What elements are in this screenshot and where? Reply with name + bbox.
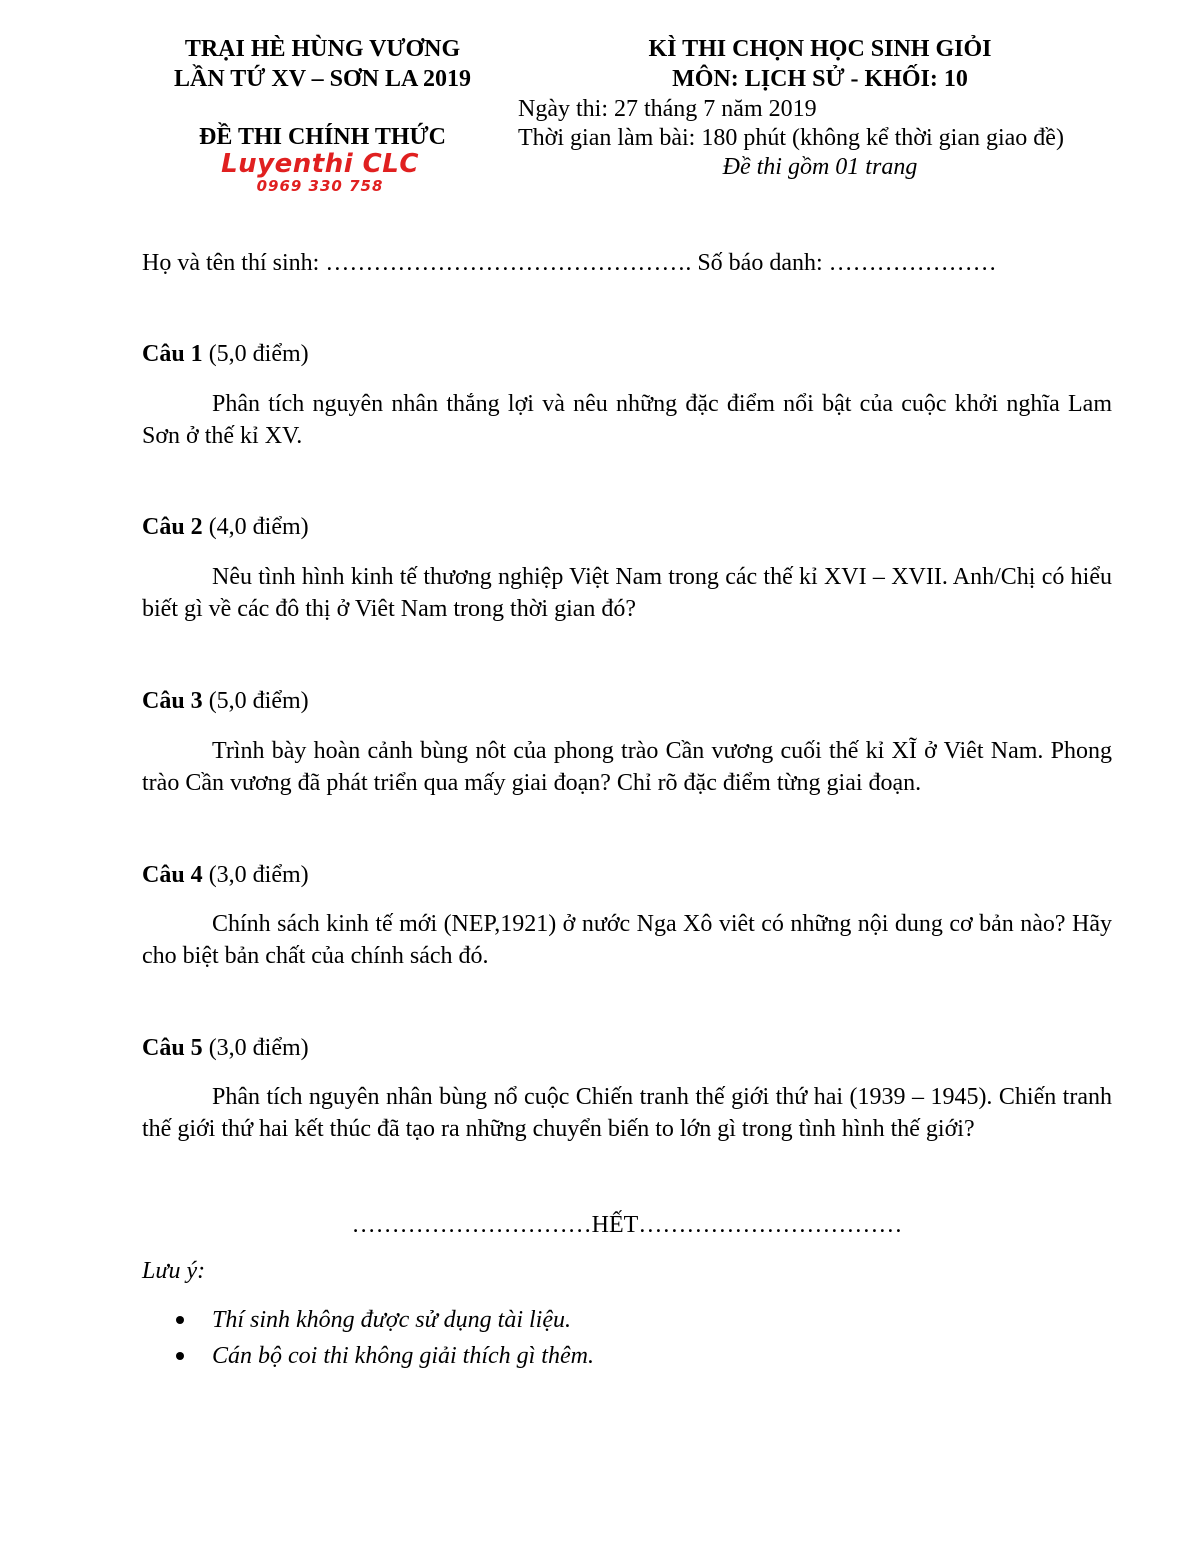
exam-title: KÌ THI CHỌN HỌC SINH GIỎI (648, 36, 992, 62)
candidate-info-line: Họ và tên thí sinh: ………………………………………. Số báo danh: ………………… (142, 250, 997, 276)
note-title: Lưu ý: (142, 1258, 206, 1284)
question-1-text: Phân tích nguyên nhân thắng lợi và nêu những đặc điểm nổi bật của cuộc khởi nghĩa Lam Sơn ở thế kỉ XV. (142, 391, 1112, 449)
school-line-1: TRẠI HÈ HÙNG VƯƠNG (184, 36, 461, 62)
question-4-text: Chính sách kinh tế mới (NEP,1921) ở nước Nga Xô viêt có những nội dung cơ bản nào? Hãy cho biệt bản chất của chính sách đó. (142, 911, 1112, 969)
stamp-phone: 0969 330 758 (256, 177, 384, 195)
question-3-title: Câu 3 (5,0 điểm) (142, 688, 309, 714)
exam-subject: MÔN: LỊCH SỬ - KHỐI: 10 (672, 66, 968, 92)
question-4-title: Câu 4 (3,0 điểm) (142, 862, 309, 888)
stamp-name: Luyenthi CLC (221, 149, 419, 179)
question-2-title: Câu 2 (4,0 điểm) (142, 514, 309, 540)
end-marker: …………………………HẾT…………………………… (351, 1212, 903, 1238)
question-5-title: Câu 5 (3,0 điểm) (142, 1035, 309, 1061)
question-1-title: Câu 1 (5,0 điểm) (142, 341, 309, 367)
question-3-text: Trình bày hoàn cảnh bùng nôt của phong trào Cần vương cuối thế kỉ XĨ ở Viêt Nam. Phong trào Cần vương đã phát triển qua mấy giai đoạn? Chỉ rõ đặc điểm từng giai đoạn. (142, 738, 1112, 796)
question-2-text: Nêu tình hình kinh tế thương nghiệp Việt Nam trong các thế kỉ XVI – XVII. Anh/Chị có hiểu biết gì về các đô thị ở Viêt Nam trong thời gian đó? (142, 564, 1112, 622)
bullet-icon (176, 1316, 184, 1324)
exam-date: Ngày thi: 27 tháng 7 năm 2019 (518, 96, 817, 122)
exam-page-count: Đề thi gồm 01 trang (722, 154, 918, 180)
bullet-icon (176, 1352, 184, 1360)
exam-duration: Thời gian làm bài: 180 phút (không kể thời gian giao đề) (518, 125, 1064, 151)
list-item: Cán bộ coi thi không giải thích gì thêm. (172, 1338, 594, 1374)
list-item: Thí sinh không được sử dụng tài liệu. (172, 1302, 594, 1338)
note-list (172, 1302, 594, 1374)
question-5-text: Phân tích nguyên nhân bùng nổ cuộc Chiến tranh thế giới thứ hai (1939 – 1945). Chiến tranh thế giới thứ hai kết thúc đã tạo ra những chuyển biến to lớn gì trong tình hình thế giới? (142, 1084, 1112, 1142)
school-line-2: LẦN TỨ XV – SƠN LA 2019 (174, 66, 471, 92)
watermark-stamp (200, 150, 440, 194)
official-exam-label: ĐỀ THI CHÍNH THỨC (199, 124, 446, 150)
